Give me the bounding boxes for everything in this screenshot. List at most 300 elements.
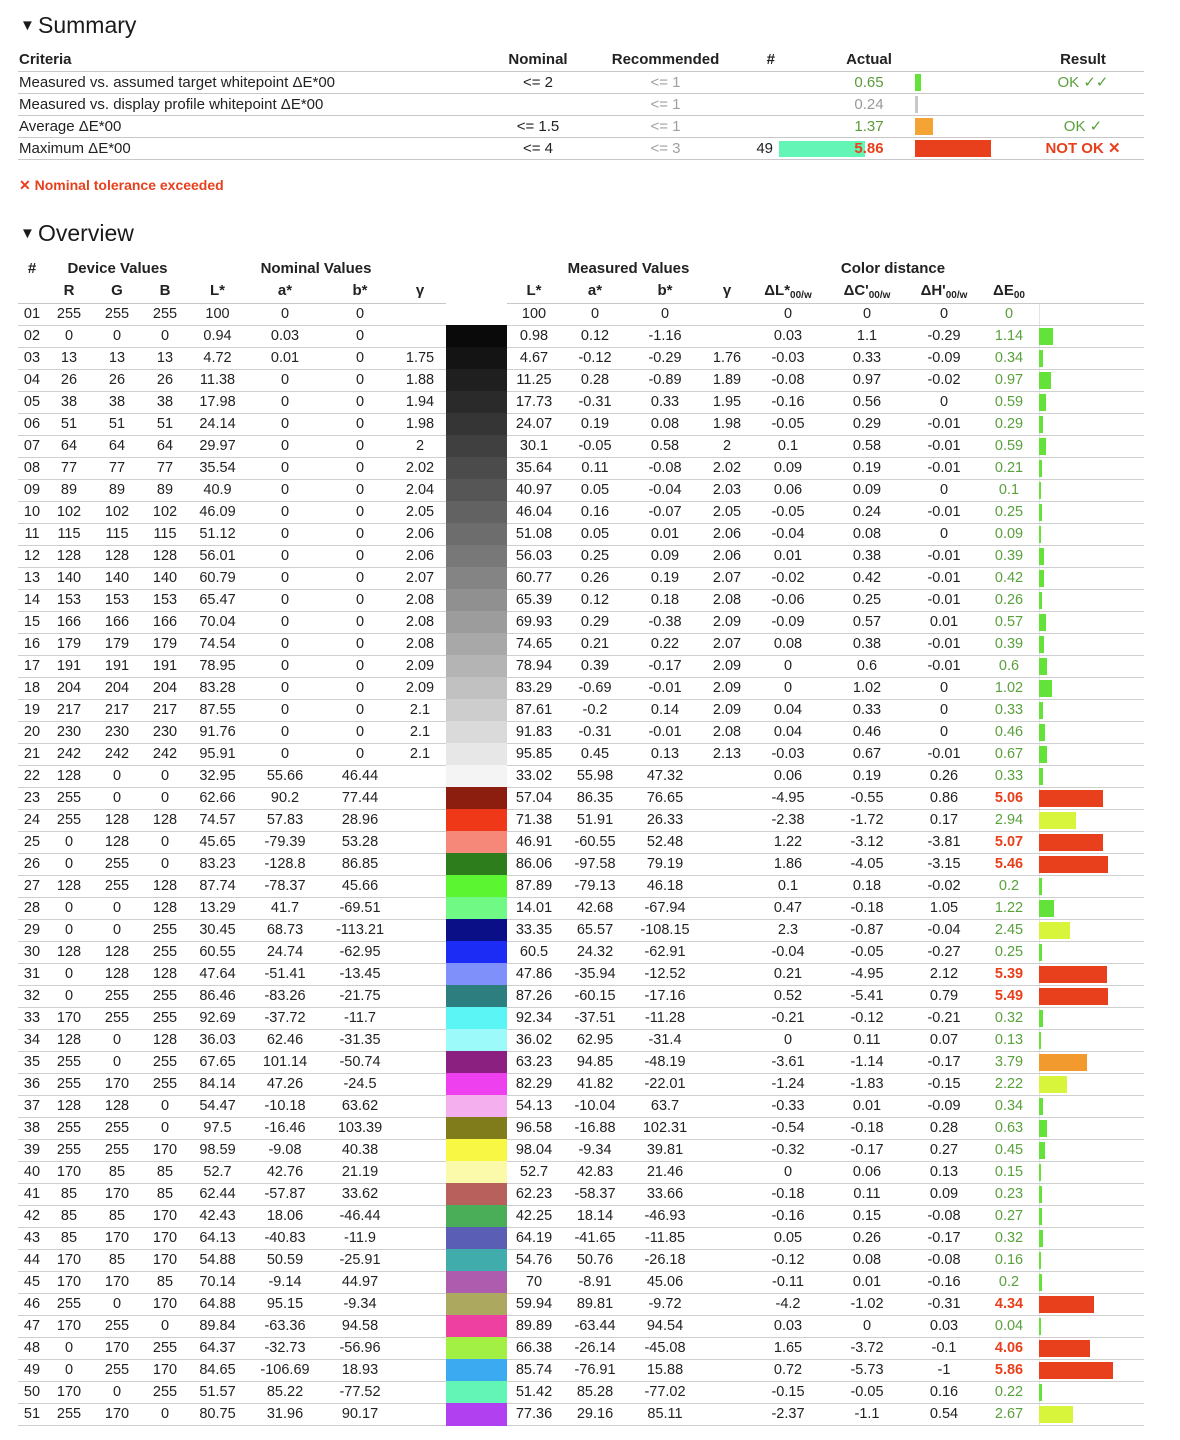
delta-L: 1.22 — [773, 834, 803, 850]
measured-L: 62.23 — [515, 1186, 553, 1202]
patch-row — [18, 700, 1144, 722]
device-G: 153 — [104, 592, 130, 608]
measured-b: 0 — [660, 306, 670, 322]
delta-H: -0.04 — [927, 922, 961, 938]
patch-swatch — [446, 1007, 507, 1030]
measured-a: -60.15 — [574, 988, 616, 1004]
measured-L: 65.39 — [515, 592, 553, 608]
nominal-a: 0 — [280, 592, 290, 608]
measured-a: 94.85 — [576, 1054, 614, 1070]
delta-C: 0.24 — [852, 504, 882, 520]
nominal-L: 92.69 — [199, 1010, 236, 1026]
col-measured-b: b* — [657, 282, 673, 299]
patch-row — [18, 1206, 1144, 1228]
device-G: 255 — [104, 1010, 130, 1026]
device-B: 230 — [152, 724, 178, 740]
measured-a: -16.88 — [574, 1120, 616, 1136]
device-B: 85 — [156, 1186, 174, 1202]
patch-swatch — [446, 1337, 507, 1360]
device-R: 0 — [64, 834, 74, 850]
nominal-gamma: 2.1 — [409, 702, 431, 718]
delta-L: 0 — [783, 1164, 793, 1180]
delta-L: 0.03 — [773, 328, 803, 344]
nominal-a: -79.39 — [264, 834, 306, 850]
measured-L: 91.83 — [515, 724, 553, 740]
nominal-gamma: 2.07 — [405, 570, 435, 586]
patch-number: 16 — [23, 636, 41, 652]
patch-swatch — [446, 611, 507, 634]
measured-a: 65.57 — [576, 922, 614, 938]
measured-L: 51.42 — [515, 1384, 553, 1400]
device-B: 153 — [152, 592, 178, 608]
overview-group-header — [18, 258, 1144, 280]
measured-b: -0.89 — [648, 372, 682, 388]
nominal-b: 0 — [355, 350, 365, 366]
nominal-L: 4.72 — [203, 350, 232, 366]
delta-L: -0.04 — [771, 526, 805, 542]
delta-L: 0.01 — [773, 548, 803, 564]
measured-L: 30.1 — [519, 438, 549, 454]
measured-L: 66.38 — [515, 1340, 553, 1356]
delta-H: -0.31 — [927, 1296, 961, 1312]
patch-row — [18, 370, 1144, 392]
delta-C: -3.72 — [850, 1340, 884, 1356]
nominal-b: 18.93 — [341, 1362, 379, 1378]
delta-C: -0.87 — [850, 922, 884, 938]
delta-L: -0.04 — [771, 944, 805, 960]
delta-E: 5.07 — [994, 834, 1024, 850]
measured-a: -35.94 — [574, 966, 616, 982]
nominal-a: 68.73 — [266, 922, 304, 938]
patch-number: 44 — [23, 1252, 41, 1268]
nominal-b: 0 — [355, 570, 365, 586]
nominal-b: -21.75 — [339, 988, 381, 1004]
device-R: 0 — [64, 900, 74, 916]
nominal-b: 21.19 — [341, 1164, 379, 1180]
measured-a: 0 — [590, 306, 600, 322]
device-B: 0 — [160, 1098, 170, 1114]
delta-L: 0.52 — [773, 988, 803, 1004]
patch-swatch — [446, 303, 507, 326]
delta-L: 2.3 — [777, 922, 799, 938]
delta-L: 0.04 — [773, 724, 803, 740]
nominal-gamma: 2.1 — [409, 724, 431, 740]
device-R: 153 — [56, 592, 82, 608]
delta-E: 0.59 — [994, 438, 1024, 454]
delta-L: 0.06 — [773, 768, 803, 784]
measured-a: 0.19 — [580, 416, 610, 432]
delta-H: -0.16 — [927, 1274, 961, 1290]
delta-C: -0.12 — [850, 1010, 884, 1026]
measured-b: -0.01 — [648, 680, 682, 696]
delta-H: 0 — [939, 306, 949, 322]
col-delta-L-label: ΔL* — [764, 282, 791, 299]
device-B: 128 — [152, 548, 178, 564]
nominal-b: 46.44 — [341, 768, 379, 784]
device-B: 255 — [152, 306, 178, 322]
summary-row — [18, 116, 1144, 138]
measured-b: -1.16 — [648, 328, 682, 344]
device-B: 255 — [152, 944, 178, 960]
nominal-a: 0 — [280, 438, 290, 454]
measured-a: 0.26 — [580, 570, 610, 586]
measured-b: 0.09 — [650, 548, 680, 564]
patch-number: 38 — [23, 1120, 41, 1136]
device-G: 170 — [104, 1406, 130, 1422]
measured-a: -63.44 — [574, 1318, 616, 1334]
delta-e-bar — [1039, 1120, 1047, 1137]
delta-C: 1.02 — [852, 680, 882, 696]
measured-L: 33.35 — [515, 922, 553, 938]
device-G: 170 — [104, 1274, 130, 1290]
delta-H: 0.17 — [929, 812, 959, 828]
patch-number: 20 — [23, 724, 41, 740]
patch-number: 11 — [24, 526, 40, 542]
patch-swatch — [446, 831, 507, 854]
nominal-a: -9.08 — [268, 1142, 302, 1158]
patch-row — [18, 1162, 1144, 1184]
patch-number: 30 — [23, 944, 41, 960]
nominal-L: 51.57 — [199, 1384, 236, 1400]
measured-a: -0.2 — [582, 702, 608, 718]
nominal-b: 103.39 — [337, 1120, 383, 1136]
patch-swatch — [446, 545, 507, 568]
delta-e-bar — [1039, 702, 1043, 719]
patch-row — [18, 568, 1144, 590]
patch-swatch — [446, 1315, 507, 1338]
nominal-a: -16.46 — [264, 1120, 306, 1136]
nominal-b: 63.62 — [341, 1098, 379, 1114]
col-measured-a: a* — [587, 282, 603, 299]
delta-L: -3.61 — [771, 1054, 805, 1070]
patch-number: 06 — [23, 416, 41, 432]
patch-swatch — [446, 589, 507, 612]
device-B: 51 — [156, 416, 174, 432]
delta-L: 0 — [783, 680, 793, 696]
measured-L: 35.64 — [515, 460, 553, 476]
device-B: 0 — [160, 768, 170, 784]
patch-number: 26 — [23, 856, 41, 872]
measured-gamma: 2.06 — [712, 548, 742, 564]
device-R: 89 — [60, 482, 78, 498]
patch-row — [18, 348, 1144, 370]
patch-swatch — [446, 1161, 507, 1184]
measured-gamma: 2.09 — [712, 614, 742, 630]
patch-number: 48 — [23, 1340, 41, 1356]
patch-number: 24 — [23, 812, 41, 828]
patch-row — [18, 810, 1144, 832]
delta-L: 0.09 — [773, 460, 803, 476]
measured-b: 52.48 — [646, 834, 684, 850]
patch-row — [18, 876, 1144, 898]
nominal-gamma: 2.06 — [405, 526, 435, 542]
nominal-b: 0 — [355, 394, 365, 410]
patch-swatch — [446, 963, 507, 986]
measured-gamma: 2 — [722, 438, 732, 454]
nominal-a: 0 — [280, 372, 290, 388]
nominal-value: <= 2 — [522, 74, 554, 91]
patch-number: 36 — [23, 1076, 41, 1092]
measured-gamma: 2.06 — [712, 526, 742, 542]
measured-L: 74.65 — [515, 636, 553, 652]
measured-b: -0.17 — [648, 658, 682, 674]
patch-swatch — [446, 897, 507, 920]
measured-L: 17.73 — [515, 394, 553, 410]
device-G: 0 — [112, 328, 122, 344]
measured-L: 98.04 — [515, 1142, 553, 1158]
measured-L: 82.29 — [515, 1076, 553, 1092]
nominal-b: 33.62 — [341, 1186, 379, 1202]
measured-b: -22.01 — [644, 1076, 686, 1092]
delta-e-bar — [1039, 988, 1108, 1005]
col-nominal-L: L* — [210, 282, 225, 299]
delta-L: -0.03 — [771, 746, 805, 762]
measured-gamma: 2.09 — [712, 680, 742, 696]
delta-L: -0.09 — [771, 614, 805, 630]
delta-L: 0.47 — [773, 900, 803, 916]
delta-C: 0.26 — [852, 1230, 882, 1246]
patch-row — [18, 722, 1144, 744]
nominal-gamma: 1.94 — [405, 394, 435, 410]
nominal-L: 64.13 — [199, 1230, 236, 1246]
delta-H: -0.02 — [927, 372, 961, 388]
device-G: 89 — [108, 482, 126, 498]
nominal-b: -46.44 — [339, 1208, 381, 1224]
delta-C: 0.06 — [852, 1164, 882, 1180]
measured-a: -0.69 — [578, 680, 612, 696]
nominal-L: 70.14 — [199, 1274, 236, 1290]
patch-row — [18, 304, 1144, 326]
delta-H: -3.81 — [927, 834, 961, 850]
nominal-b: -56.96 — [339, 1340, 381, 1356]
delta-E: 2.67 — [994, 1406, 1024, 1422]
measured-a: -41.65 — [574, 1230, 616, 1246]
delta-e-bar — [1039, 1296, 1094, 1313]
delta-H: -0.15 — [927, 1076, 961, 1092]
patch-row — [18, 1338, 1144, 1360]
measured-L: 89.89 — [515, 1318, 553, 1334]
delta-L: -0.18 — [771, 1186, 805, 1202]
delta-H: -0.01 — [927, 504, 961, 520]
measured-L: 87.61 — [515, 702, 553, 718]
measured-a: 0.16 — [580, 504, 610, 520]
delta-C: 0.46 — [852, 724, 882, 740]
delta-L: -4.2 — [775, 1296, 801, 1312]
patch-row — [18, 854, 1144, 876]
nominal-a: 0 — [280, 482, 290, 498]
summary-row — [18, 138, 1144, 160]
device-G: 128 — [104, 1098, 130, 1114]
delta-e-bar — [1039, 636, 1044, 653]
delta-E: 4.06 — [994, 1340, 1024, 1356]
delta-E: 5.46 — [994, 856, 1024, 872]
measured-a: -60.55 — [574, 834, 616, 850]
nominal-b: -11.9 — [344, 1230, 376, 1246]
delta-H: -0.01 — [927, 592, 961, 608]
nominal-a: -37.72 — [264, 1010, 306, 1026]
delta-H: -0.29 — [927, 328, 961, 344]
patch-number: 49 — [756, 140, 773, 157]
measured-b: -9.72 — [648, 1296, 682, 1312]
measured-L: 83.29 — [515, 680, 553, 696]
delta-E: 0.04 — [994, 1318, 1024, 1334]
delta-e-bar — [1039, 1054, 1087, 1071]
measured-gamma: 2.09 — [712, 702, 742, 718]
nominal-L: 40.9 — [203, 482, 232, 498]
delta-H: -0.17 — [927, 1230, 961, 1246]
nominal-a: -57.87 — [264, 1186, 306, 1202]
device-G: 170 — [104, 1076, 130, 1092]
delta-C: -1.1 — [854, 1406, 880, 1422]
delta-E: 0.63 — [994, 1120, 1024, 1136]
patch-number: 18 — [23, 680, 41, 696]
device-G: 128 — [104, 944, 130, 960]
nominal-b: 45.66 — [341, 878, 379, 894]
group-hash: # — [27, 260, 37, 277]
delta-H: 1.05 — [929, 900, 959, 916]
device-R: 128 — [56, 1098, 82, 1114]
device-B: 128 — [152, 812, 178, 828]
nominal-L: 51.12 — [199, 526, 236, 542]
measured-b: -108.15 — [640, 922, 690, 938]
measured-a: -79.13 — [574, 878, 616, 894]
measured-b: 45.06 — [646, 1274, 684, 1290]
nominal-gamma: 2.08 — [405, 636, 435, 652]
overview-section-toggle[interactable] — [20, 218, 134, 248]
nominal-L: 98.59 — [199, 1142, 236, 1158]
col-nominal-a: a* — [277, 282, 293, 299]
delta-C: -5.41 — [850, 988, 884, 1004]
device-G: 255 — [104, 1120, 130, 1136]
patch-number: 47 — [23, 1318, 41, 1334]
col-delta-L-sub: 00/w — [790, 290, 812, 301]
delta-H: 0 — [939, 702, 949, 718]
device-B: 128 — [152, 900, 178, 916]
group-color-distance: Color distance — [840, 260, 946, 277]
nominal-b: 40.38 — [341, 1142, 379, 1158]
delta-E: 0.2 — [998, 1274, 1020, 1290]
patch-swatch — [446, 809, 507, 832]
delta-E: 0.13 — [994, 1032, 1024, 1048]
nominal-a: -106.69 — [260, 1362, 310, 1378]
delta-H: 0.86 — [929, 790, 959, 806]
device-R: 26 — [60, 372, 78, 388]
delta-e-bar — [1039, 856, 1108, 873]
header-actual: Actual — [846, 51, 892, 68]
device-R: 170 — [56, 1318, 82, 1334]
delta-E: 0.33 — [994, 768, 1024, 784]
device-R: 179 — [56, 636, 82, 652]
patch-row — [18, 678, 1144, 700]
patch-row — [18, 656, 1144, 678]
measured-b: 79.19 — [646, 856, 684, 872]
delta-H: 0 — [939, 394, 949, 410]
delta-e-bar — [1039, 1032, 1041, 1049]
nominal-L: 83.23 — [199, 856, 236, 872]
device-B: 0 — [160, 1406, 170, 1422]
device-G: 255 — [104, 1362, 130, 1378]
delta-L: -0.12 — [771, 1252, 805, 1268]
delta-H: -0.01 — [927, 658, 961, 674]
device-G: 255 — [104, 856, 130, 872]
delta-e-bar — [1039, 1362, 1113, 1379]
patch-row — [18, 1382, 1144, 1404]
measured-b: 0.08 — [650, 416, 680, 432]
nominal-b: 0 — [355, 526, 365, 542]
device-R: 85 — [60, 1230, 78, 1246]
measured-L: 11.25 — [516, 372, 552, 388]
nominal-b: -113.21 — [335, 922, 385, 938]
nominal-b: 0 — [355, 592, 365, 608]
device-G: 255 — [104, 306, 130, 322]
delta-E: 0.27 — [994, 1208, 1024, 1224]
nominal-L: 80.75 — [199, 1406, 236, 1422]
delta-E: 0.45 — [994, 1142, 1024, 1158]
device-G: 255 — [104, 988, 130, 1004]
delta-L: 0.05 — [773, 1230, 803, 1246]
device-B: 115 — [153, 526, 177, 542]
measured-gamma: 2.09 — [712, 658, 742, 674]
patch-swatch — [446, 347, 507, 370]
device-G: 0 — [112, 1384, 122, 1400]
patch-number: 51 — [23, 1406, 41, 1422]
summary-section-toggle[interactable] — [20, 10, 136, 40]
delta-E: 1.22 — [994, 900, 1024, 916]
col-delta-C — [832, 280, 902, 307]
nominal-gamma: 2.06 — [405, 548, 435, 564]
nominal-b: 0 — [355, 658, 365, 674]
delta-C: 0.56 — [852, 394, 882, 410]
device-B: 0 — [160, 856, 170, 872]
nominal-a: 41.7 — [270, 900, 300, 916]
device-R: 170 — [56, 1274, 82, 1290]
delta-C: -1.72 — [850, 812, 884, 828]
measured-b: 63.7 — [650, 1098, 680, 1114]
delta-E: 0 — [1004, 306, 1014, 322]
measured-gamma: 1.98 — [712, 416, 742, 432]
device-R: 0 — [64, 1340, 74, 1356]
col-nominal-b: b* — [352, 282, 368, 299]
nominal-b: 53.28 — [341, 834, 379, 850]
measured-a: -26.14 — [574, 1340, 616, 1356]
nominal-L: 54.47 — [199, 1098, 236, 1114]
delta-L: 1.86 — [773, 856, 803, 872]
nominal-a: 0 — [280, 680, 290, 696]
device-R: 140 — [56, 570, 82, 586]
measured-b: 0.33 — [650, 394, 680, 410]
delta-H: -0.27 — [927, 944, 961, 960]
tolerance-warning: ✕ Nominal tolerance exceeded — [19, 177, 224, 193]
device-R: 255 — [56, 1076, 82, 1092]
measured-L: 64.19 — [515, 1230, 553, 1246]
collapse-triangle-icon: ▼ — [20, 17, 35, 34]
device-R: 64 — [60, 438, 78, 454]
measured-L: 85.74 — [515, 1362, 553, 1378]
delta-e-bar — [1039, 1340, 1090, 1357]
device-B: 0 — [160, 1120, 170, 1136]
patch-row — [18, 964, 1144, 986]
patch-row — [18, 1008, 1144, 1030]
nominal-b: 0 — [355, 372, 365, 388]
measured-a: 42.68 — [576, 900, 614, 916]
nominal-a: 0 — [280, 526, 290, 542]
measured-a: -0.31 — [578, 394, 612, 410]
device-R: 255 — [56, 306, 82, 322]
delta-E: 2.45 — [994, 922, 1024, 938]
patch-swatch — [446, 1117, 507, 1140]
nominal-b: 0 — [355, 636, 365, 652]
col-delta-E-sub: 00 — [1013, 290, 1025, 301]
